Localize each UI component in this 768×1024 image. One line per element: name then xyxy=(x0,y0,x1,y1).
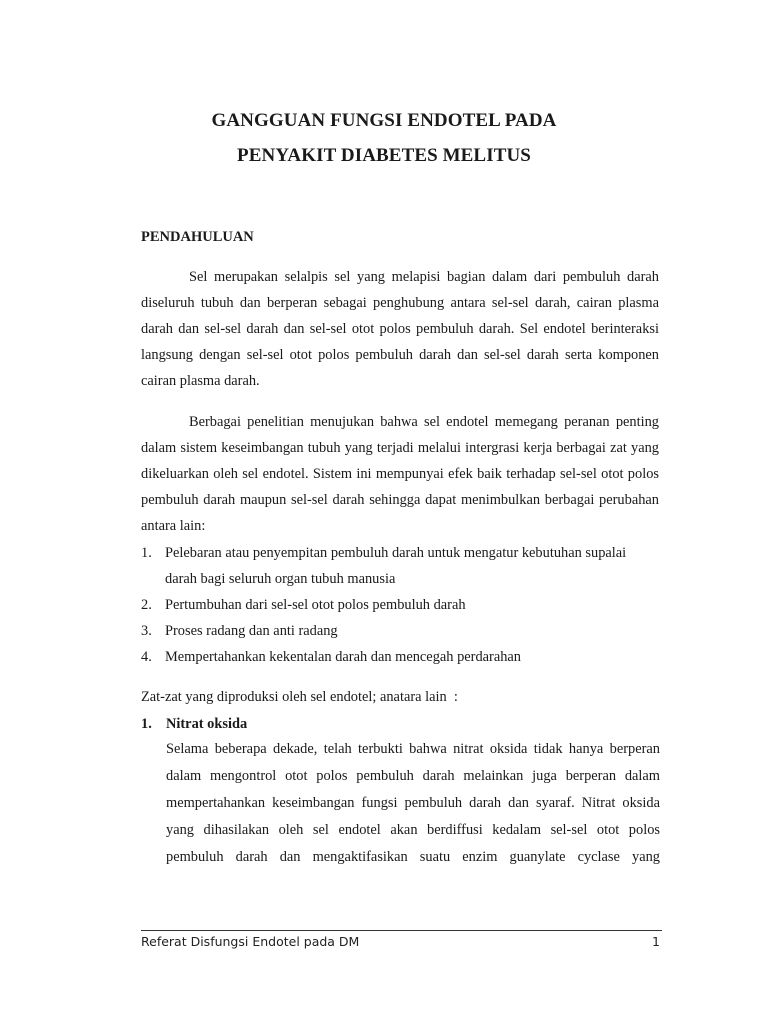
list-item-number: 3. xyxy=(141,623,152,639)
change-list xyxy=(141,540,659,670)
list-item-text: Proses radang dan anti radang xyxy=(165,623,338,639)
substances-intro: Zat-zat yang diproduksi oleh sel endotel; anatara lain : xyxy=(141,689,458,705)
paragraph-1: Sel merupakan selalpis sel yang melapisi bagian dalam dari pembuluh darah diseluruh tubuh dan berperan sebagai penghubung antara sel-sel darah, cairan plasma darah dan sel-sel darah dan sel-sel otot polos pembuluh darah. Sel endotel berinteraksi langsung dengan sel-sel otot polos pembuluh darah dan sel-sel darah serta komponen cairan plasma darah. xyxy=(141,269,659,389)
page-number: 1 xyxy=(652,934,660,949)
list-item-text: Mempertahankan kekentalan darah dan mencegah perdarahan xyxy=(165,649,521,665)
list-item-number: 4. xyxy=(141,649,152,665)
footer-text: Referat Disfungsi Endotel pada DM xyxy=(141,934,360,949)
paragraph-2: Berbagai penelitian menujukan bahwa sel endotel memegang peranan penting dalam sistem keseimbangan tubuh yang terjadi melalui intergrasi kerja berbagai zat yang dikeluarkan oleh sel endotel. Sistem ini mempunyai efek baik terhadap sel-sel otot polos pembuluh darah maupun sel-sel darah sehingga dapat menimbulkan berbagai perubahan antara lain: xyxy=(141,414,659,534)
document-title-line-1: GANGGUAN FUNGSI ENDOTEL PADA xyxy=(211,110,557,131)
list-item xyxy=(141,592,659,618)
subsection-paragraph: Selama beberapa dekade, telah terbukti bahwa nitrat oksida tidak hanya berperan dalam mengontrol otot polos pembuluh darah melainkan juga berperan dalam mempertahankan keseimbangan fungsi pembuluh darah dan syaraf. Nitrat oksida yang dihasilakan oleh sel endotel akan berdiffusi kedalam sel-sel otot polos pembuluh darah dan mengaktifasikan suatu enzim guanylate cyclase yang xyxy=(166,741,660,865)
list-item-text: Pelebaran atau penyempitan pembuluh darah untuk mengatur kebutuhan supalai darah bagi seluruh organ tubuh manusia xyxy=(165,545,627,587)
subsection-number: 1. xyxy=(141,716,152,732)
list-item xyxy=(141,618,659,644)
document-title-line-2: PENYAKIT DIABETES MELITUS xyxy=(237,145,531,166)
subsection-title: Nitrat oksida xyxy=(166,716,248,732)
subsection-heading xyxy=(141,711,247,737)
list-item xyxy=(141,540,659,592)
list-item-text: Pertumbuhan dari sel-sel otot polos pembuluh darah xyxy=(165,597,466,613)
footer-divider xyxy=(141,930,662,931)
section-heading: PENDAHULUAN xyxy=(141,229,254,245)
list-item-number: 2. xyxy=(141,597,152,613)
list-item xyxy=(141,644,659,670)
list-item-number: 1. xyxy=(141,545,152,561)
